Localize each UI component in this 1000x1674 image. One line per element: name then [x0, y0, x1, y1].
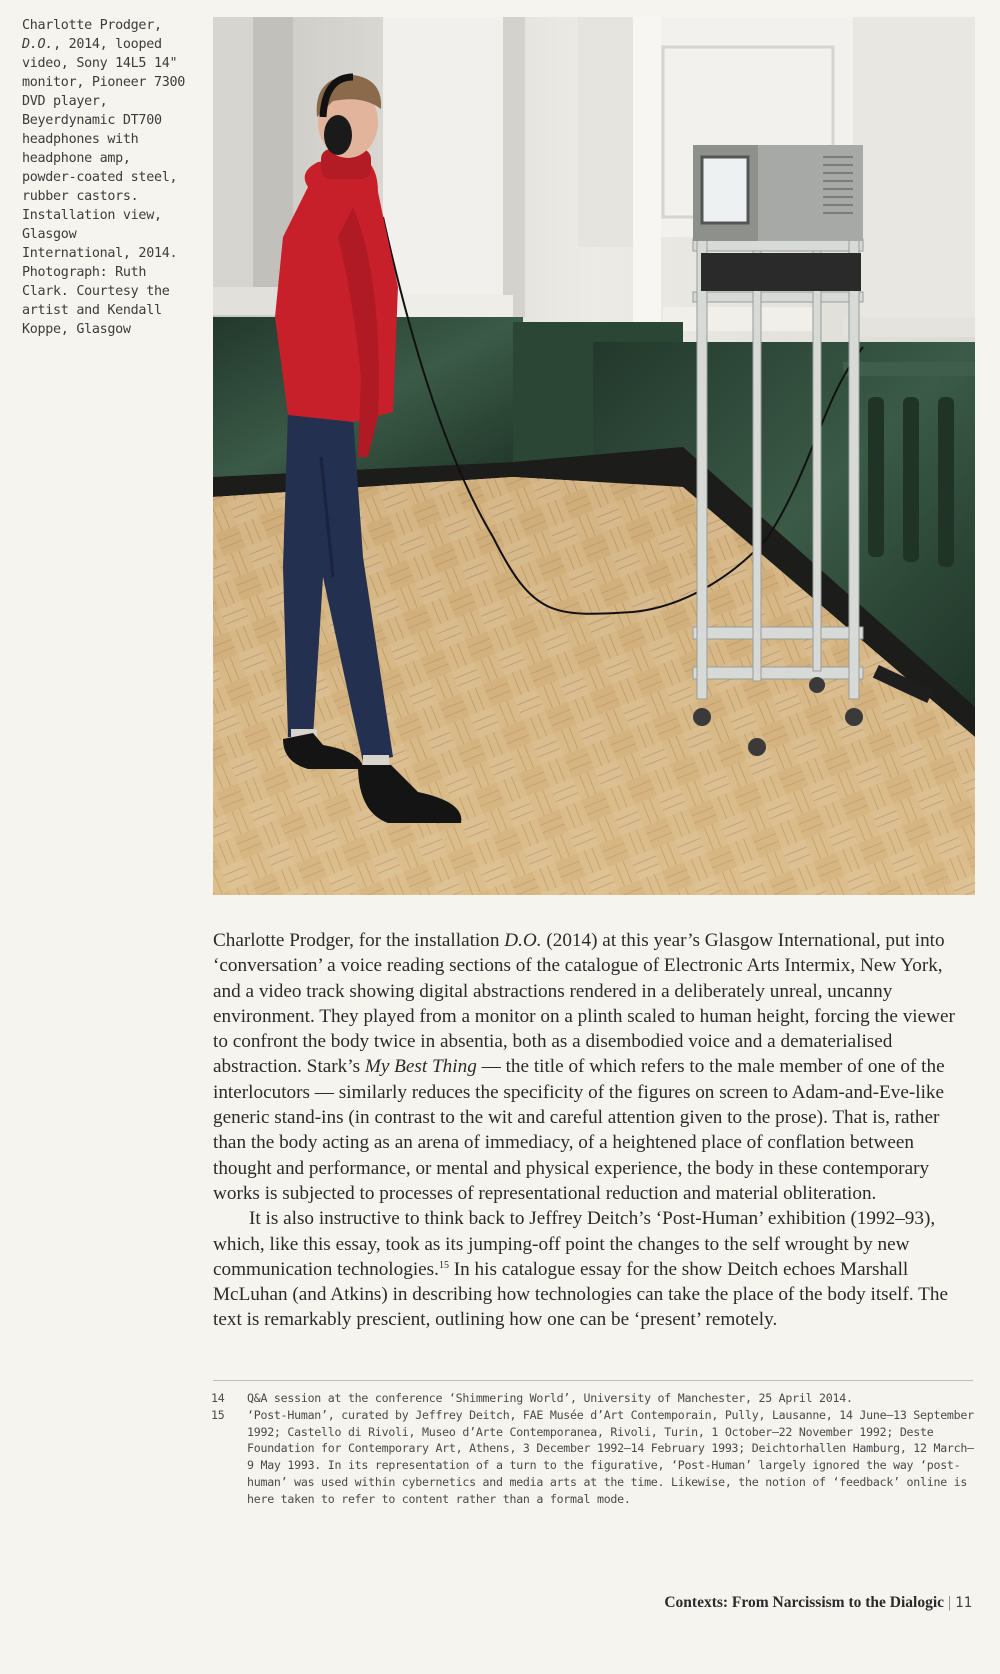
footnote-14 [211, 1390, 975, 1407]
caption-artist: Charlotte Prodger, [22, 18, 162, 33]
installation-photo-drawing [213, 17, 975, 895]
footnote-number: 14 [211, 1391, 225, 1405]
p1-text-a: Charlotte Prodger, for the installation [213, 930, 505, 951]
footnote-text: Q&A session at the conference ‘Shimmering World’, University of Manchester, 25 April 2014. [247, 1391, 853, 1405]
page-footer [664, 1594, 972, 1612]
page-number: 11 [955, 1595, 972, 1611]
body-text [213, 928, 973, 1333]
footer-separator: | [948, 1594, 952, 1611]
caption-title: D.O. [22, 37, 54, 52]
p1-text-c: — the title of which refers to the male member of one of the interlocutors — similarly reduces the specificity of the figures on screen to Adam-and-Eve-like generic stand-ins (in contrast to the wit and careful attention given to the prose). That is, rather than the body acting as an arena of immediacy, of a heightened place of conflation between thought and performance, or mental and physical experience, the body in these contemporary works is subjected to processes of representational reduction and material obliteration. [213, 1056, 945, 1204]
p1-text-b: (2014) at this year’s Glasgow International, put into ‘conversation’ a voice reading sections of the catalogue of Electronic Arts Intermix, New York, and a video track showing digital abstractions rendered in a deliberately unreal, uncanny environment. They played from a monitor on a plinth scaled to human height, forcing the viewer to confront the body twice in absentia, both as a disembodied voice and a dematerialised abstraction. Stark’s [213, 930, 955, 1078]
paragraph-2 [213, 1206, 973, 1332]
caption-details: , 2014, looped video, Sony 14L5 14" monitor, Pioneer 7300 DVD player, Beyerdynamic DT700 headphones with headphone amp, powder-coated steel, rubber castors. Installation view, Glasgow International, 2014. Photograph: Ruth Clark. Courtesy the artist and Kendall Koppe, Glasgow [22, 37, 185, 337]
footnote-number: 15 [211, 1407, 225, 1422]
footnote-ref-15[interactable]: 15 [438, 1259, 449, 1271]
p1-artwork-title: D.O. [504, 930, 542, 951]
footnotes [211, 1390, 975, 1508]
installation-photo [213, 17, 975, 895]
p2-text-a: It is also instructive to think back to Jeffrey Deitch’s ‘Post-Human’ exhibition (1992–93), which, like this essay, took as its jumping-off point the changes to the self wrought by new communication technologies. [213, 1208, 936, 1280]
p2-text-b: In his catalogue essay for the show Deitch echoes Marshall McLuhan (and Atkins) in describing how technologies can take the place of the body itself. The text is remarkably prescient, outlining how one can be ‘present’ remotely. [213, 1258, 948, 1331]
footnote-15 [211, 1407, 975, 1508]
paragraph-1 [213, 928, 973, 1206]
running-section-title: Contexts: From Narcissism to the Dialogic [664, 1594, 945, 1611]
p1-work-title: My Best Thing [364, 1056, 477, 1078]
footnote-text: ‘Post-Human’, curated by Jeffrey Deitch, FAE Musée d’Art Contemporain, Pully, Lausanne, 14 June—13 September 1992; Castello di Rivoli, Museo d’Arte Contemporanea, Rivoli, Turin, 1 October—22 November 1992; Deste Foundation for Contemporary Art, Athens, 3 December 1992—14 February 1993; Deichtorhallen Hamburg, 12 March—9 May 1993. In its representation of a turn to the figurative, ‘Post-Human’ largely ignored the way ‘post-human’ was used within cybernetics and media arts at the time. Likewise, the notion of ‘feedback’ online is here taken to refer to content rather than a formal mode. [247, 1407, 974, 1506]
footnote-divider [213, 1380, 973, 1381]
photo-caption [22, 16, 192, 339]
